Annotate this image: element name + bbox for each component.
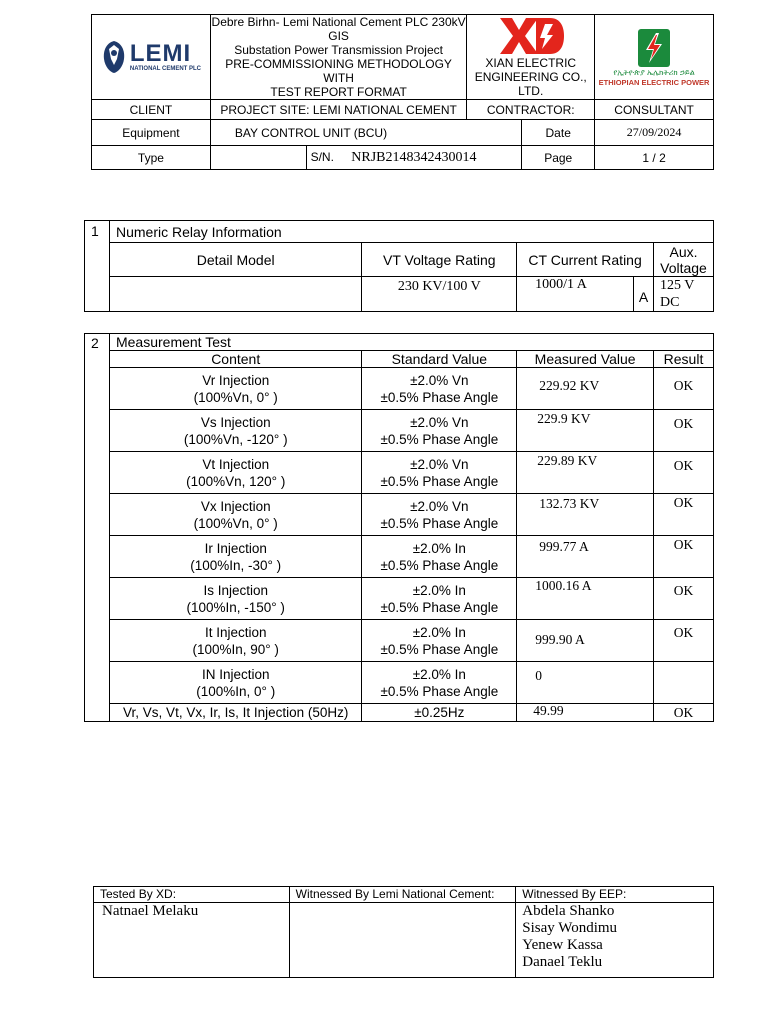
table-row [85,704,714,722]
standard-phase: ±0.5% Phase Angle [380,515,499,531]
injection-content [109,452,362,494]
standard-value [362,452,517,494]
date-label: Date [522,120,595,146]
injection-name: Is Injection [203,582,268,598]
injection-condition: (100%In, 90° ) [192,641,279,657]
standard-tolerance: ±2.0% In [412,540,466,556]
aux-header-line: Voltage [660,259,707,276]
injection-condition: (100%Vn, 120° ) [186,473,286,489]
injection-content [109,536,362,578]
measured-value: 229.92 KV [517,368,654,410]
measured-value: 999.77 A [517,536,654,578]
result-value: OK [654,536,714,578]
equipment-value [210,120,521,146]
date-value: 27/09/2024 [595,120,714,146]
serial-number-value: NRJB2148342430014 [351,149,477,165]
detail-model-header: Detail Model [109,243,361,277]
injection-name: Vx Injection [200,498,271,514]
injection-name: Vr Injection [202,372,270,388]
lemi-logo-cell [92,15,211,100]
table-row [85,452,714,494]
injection-condition: (100%Vn, -120° ) [183,431,288,447]
injection-condition: (100%In, 0° ) [196,683,276,699]
section-title: Numeric Relay Information [109,221,713,243]
signatory-name: Abdela Shanko [522,903,615,919]
project-title-line: TEST REPORT FORMAT [270,85,407,99]
result-value: OK [654,578,714,620]
standard-value [362,536,517,578]
standard-phase: ±0.5% Phase Angle [380,431,499,447]
lion-logo-icon [101,39,127,75]
contractor-label: CONTRACTOR: [467,100,595,120]
injection-name: It Injection [204,624,267,640]
standard-value [362,620,517,662]
project-site: PROJECT SITE: LEMI NATIONAL CEMENT [210,100,466,120]
page-value: 1 / 2 [595,146,714,170]
result-value: OK [654,452,714,494]
section-number: 1 [85,221,110,312]
injection-name: Vs Injection [200,414,271,430]
frequency-standard: ±0.25Hz [362,704,517,722]
standard-phase: ±0.5% Phase Angle [380,683,499,699]
project-title [210,15,466,100]
xd-company-line: ENGINEERING CO., LTD. [474,70,587,98]
standard-value [362,494,517,536]
signatory-name: Danael Teklu [522,954,603,970]
eep-english-name: ETHIOPIAN ELECTRIC POWER [598,77,710,87]
witnessed-by-eep-label: Witnessed By EEP: [516,887,714,903]
aux-value-line: DC [659,295,680,310]
type-value [210,146,306,170]
ct-unit: A [634,277,654,312]
xd-logo-icon [498,16,564,56]
measured-value: 1000.16 A [517,578,654,620]
standard-value [362,368,517,410]
standard-value [362,410,517,452]
standard-phase: ±0.5% Phase Angle [380,641,499,657]
injection-name: Vt Injection [202,456,270,472]
content-header: Content [109,351,362,368]
aux-voltage-value [653,277,713,312]
tested-by-xd-label: Tested By XD: [94,887,290,903]
equipment-label: Equipment [92,120,211,146]
injection-condition: (100%In, -30° ) [190,557,282,573]
standard-tolerance: ±2.0% Vn [410,414,469,430]
consultant-label: CONSULTANT [595,100,714,120]
section-title: Measurement Test [109,334,713,351]
standard-value-header: Standard Value [362,351,517,368]
detail-model-value [109,277,361,312]
result-header: Result [654,351,714,368]
standard-tolerance: ±2.0% Vn [410,456,469,472]
table-row [85,662,714,704]
eep-logo-cell [595,15,714,100]
table-row [85,536,714,578]
injection-content [109,578,362,620]
signature-table [93,886,714,978]
measured-value: 999.90 A [517,620,654,662]
serial-number-cell [306,146,522,170]
result-value: OK [654,368,714,410]
standard-phase: ±0.5% Phase Angle [380,473,499,489]
ct-rating-header: CT Current Rating [517,243,654,277]
result-value: OK [654,620,714,662]
frequency-content: Vr, Vs, Vt, Vx, Ir, Is, It Injection (50Hz) [109,704,362,722]
eep-signatories [516,903,714,978]
equipment-value-text: BAY CONTROL UNIT (BCU) [234,125,388,140]
serial-number-label: S/N. [310,149,334,164]
measured-value: 229.89 KV [517,452,654,494]
lemi-signatories [289,903,516,978]
injection-content [109,620,362,662]
table-row [85,578,714,620]
lemi-logo-text: LEMI [129,40,192,67]
aux-voltage-header [653,243,713,277]
type-label: Type [92,146,211,170]
xd-logo-cell [467,15,595,100]
injection-content [109,410,362,452]
standard-phase: ±0.5% Phase Angle [380,599,499,615]
injection-condition: (100%In, -150° ) [186,599,285,615]
eep-logo-icon [637,28,671,68]
relay-info-table [84,220,714,312]
measured-value-header: Measured Value [517,351,654,368]
result-value [654,662,714,704]
project-title-line: PRE-COMMISSIONING METHODOLOGY WITH [225,57,452,85]
vt-rating-header: VT Voltage Rating [362,243,517,277]
standard-tolerance: ±2.0% In [412,666,466,682]
standard-phase: ±0.5% Phase Angle [380,389,499,405]
standard-phase: ±0.5% Phase Angle [380,557,499,573]
injection-content [109,368,362,410]
aux-header-line: Aux. [669,243,698,260]
page-label: Page [522,146,595,170]
frequency-result: OK [654,704,714,722]
injection-name: IN Injection [201,666,270,682]
signatory-name: Sisay Wondimu [522,920,618,936]
xd-company-line: XIAN ELECTRIC [485,56,577,70]
lemi-logo-subtext: NATIONAL CEMENT PLC [129,66,201,72]
xd-signatories [94,903,290,978]
table-row [85,410,714,452]
injection-condition: (100%Vn, 0° ) [193,389,278,405]
table-row [85,620,714,662]
standard-tolerance: ±2.0% Vn [410,498,469,514]
frequency-measured: 49.99 [517,704,654,722]
table-row [85,494,714,536]
injection-condition: (100%Vn, 0° ) [193,515,278,531]
witnessed-by-lemi-label: Witnessed By Lemi National Cement: [289,887,516,903]
injection-content [109,494,362,536]
project-title-line: Debre Birhn- Lemi National Cement PLC 230kV GIS [211,15,466,43]
measured-value: 229.9 KV [517,410,654,452]
project-title-line: Substation Power Transmission Project [234,43,443,57]
measurement-table [84,333,714,722]
injection-name: Ir Injection [204,540,267,556]
standard-value [362,578,517,620]
standard-tolerance: ±2.0% In [412,624,466,640]
aux-value-line: 125 V [659,278,695,293]
table-row [85,368,714,410]
client-label: CLIENT [92,100,211,120]
measured-value: 0 [517,662,654,704]
ct-rating-value: 1000/1 A [517,277,634,312]
signatory-name: Natnael Melaku [102,903,199,919]
result-value: OK [654,494,714,536]
signatory-name: Yenew Kassa [522,937,603,953]
result-value: OK [654,410,714,452]
eep-amharic-name: የኢትዮጵያ ኤሌክትሪክ ኃይል [613,67,695,77]
section-number: 2 [85,334,110,722]
standard-value [362,662,517,704]
standard-tolerance: ±2.0% Vn [410,372,469,388]
measured-value: 132.73 KV [517,494,654,536]
standard-tolerance: ±2.0% In [412,582,466,598]
header-table [91,14,714,170]
vt-rating-value: 230 KV/100 V [362,277,517,312]
injection-content [109,662,362,704]
